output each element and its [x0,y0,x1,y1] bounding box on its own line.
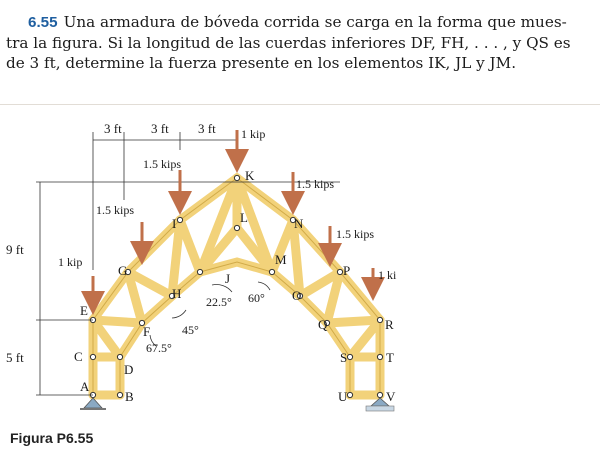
dim-top-3: 3 ft [198,121,216,136]
angle-label-1: 22.5° [206,295,232,309]
angle-label-2: 60° [248,291,265,305]
problem-number: 6.55 [28,14,58,31]
node-label-r: R [385,317,394,332]
node-label-v: V [386,389,396,404]
problem-line-2: tra la figura. Si la longitud de las cuerdas inferiores DF, FH, . . . , y QS es [6,34,571,52]
node-label-b: B [125,389,134,404]
node-label-k: K [245,168,255,183]
load-label-r: 1 ki [378,268,397,282]
load-label-i: 1.5 kips [143,157,182,171]
load-label-g: 1.5 kips [96,203,135,217]
figure-caption: Figura P6.55 [10,430,94,446]
truss-members [93,178,380,395]
node-label-l: L [240,210,248,225]
load-label-p: 1.5 kips [336,227,375,241]
problem-line-1: 6.55 Una armadura de bóveda corrida se carga en la forma que mues- [28,13,567,31]
node-label-s: S [340,350,348,365]
node-label-d: D [124,362,134,377]
dim-height: 9 ft [6,242,24,257]
dim-top-2: 3 ft [151,121,169,136]
node-label-q: Q [318,317,328,332]
node-label-n: N [294,216,304,231]
node-label-j: J [225,271,231,286]
node-label-e: E [80,303,88,318]
dim-top-1: 3 ft [104,121,122,136]
angle-label-4: 67.5° [146,341,172,355]
support-left [80,398,106,409]
node-label-i: I [172,216,177,231]
load-label-n: 1.5 kips [296,177,335,191]
load-label-k: 1 kip [241,127,266,141]
problem-line-3: de 3 ft, determine la fuerza presente en los elementos IK, JL y JM. [6,54,517,72]
node-label-m: M [275,252,287,267]
node-label-p: P [343,263,351,278]
node-label-t: T [386,350,394,365]
node-label-u: U [338,389,348,404]
load-label-e: 1 kip [58,255,83,269]
dim-side: 5 ft [6,350,24,365]
node-label-h: H [172,286,182,301]
node-label-c: C [74,349,83,364]
node-label-f: F [143,324,151,339]
node-label-g: G [118,263,128,278]
node-label-a: A [80,379,90,394]
angle-label-3: 45° [182,323,199,337]
node-label-o: O [292,288,302,303]
